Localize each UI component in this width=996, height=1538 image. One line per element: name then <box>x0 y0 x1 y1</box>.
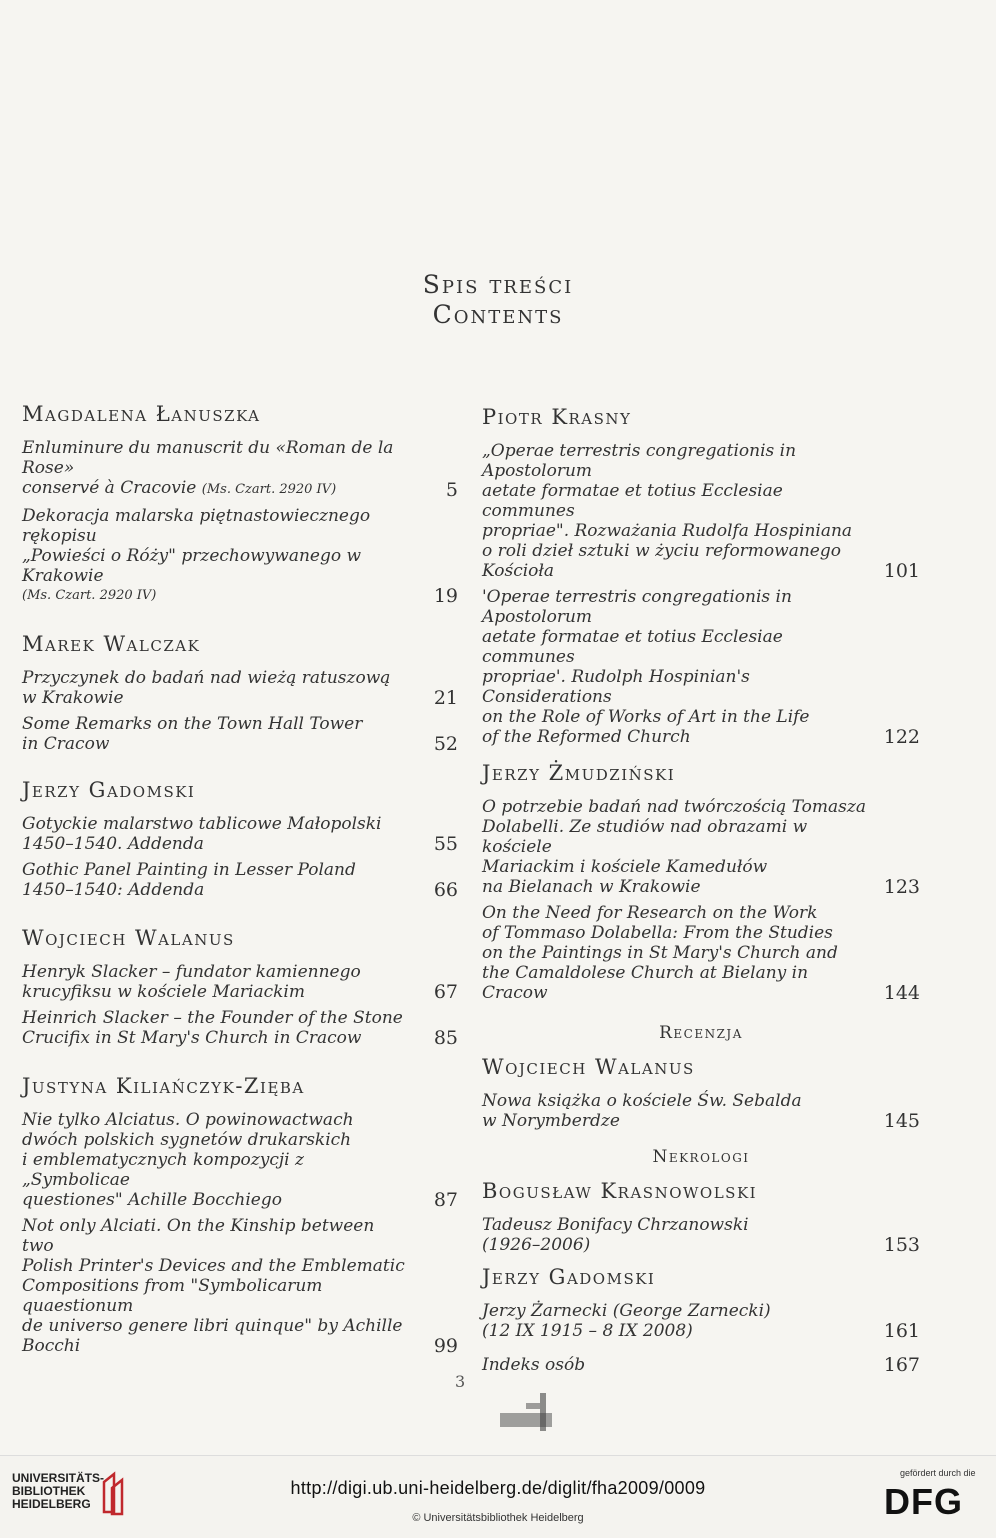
toc-entry <box>482 1355 920 1375</box>
entry-title-line: Dolabelli. Ze studiów nad obrazami w kościele <box>482 817 808 857</box>
entry-title-line: questiones" Achille Bocchiego <box>22 1190 282 1210</box>
entry-title-line: Henryk Slacker – fundator kamiennego <box>22 962 361 982</box>
entry-title-line: Heinrich Slacker – the Founder of the Stone <box>22 1008 403 1028</box>
entry-title-line: Nie tylko Alciatus. O powinowactwach <box>22 1110 354 1130</box>
page-ref: 5 <box>445 479 458 501</box>
entry-title-line: Bocchi <box>22 1336 81 1356</box>
toc-entry <box>22 1216 458 1356</box>
digitization-footer <box>0 1455 996 1538</box>
entry-title-line: Gothic Panel Painting in Lesser Poland <box>22 860 356 880</box>
toc-entry <box>482 903 920 1003</box>
toc-section <box>482 1147 920 1255</box>
toc-entry <box>22 714 458 754</box>
entry-title-line: w Norymberdze <box>482 1111 620 1131</box>
entry-title-line: „Powieści o Róży" przechowywanego w Krakowie <box>22 546 362 586</box>
entry-title-line: de universo genere libri quinque" by Achille <box>22 1316 403 1336</box>
toc-section <box>22 632 458 754</box>
toc-entry <box>482 1215 920 1255</box>
page-ref: 21 <box>433 687 458 709</box>
page-ref: 153 <box>883 1234 920 1256</box>
toc-section <box>482 1355 920 1375</box>
entry-title-line: conservé à Cracovie (Ms. Czart. 2920 IV) <box>22 478 337 498</box>
entry-title-line: „Operae terrestris congregationis in Apostolorum <box>482 441 797 481</box>
library-stamp-mark <box>460 1385 570 1437</box>
entry-title-line: Tadeusz Bonifacy Chrzanowski <box>482 1215 749 1235</box>
copyright-notice: © Universitätsbibliothek Heidelberg <box>412 1512 584 1524</box>
page-ref: 101 <box>883 560 920 582</box>
page-ref: 55 <box>433 833 458 855</box>
entry-title-line: the Camaldolese Church at Bielany in Cracow <box>482 963 809 1003</box>
entry-title-line: Kościoła <box>482 561 555 581</box>
toc-left-column <box>22 402 458 1362</box>
permalink-url[interactable]: http://digi.ub.uni-heidelberg.de/diglit/fha2009/0009 <box>290 1478 706 1498</box>
toc-entry <box>22 506 458 606</box>
toc-entry <box>482 797 920 897</box>
entry-title-line: krucyfiksu w kościele Mariackim <box>22 982 305 1002</box>
author-name: Jerzy Gadomski <box>482 1265 656 1289</box>
toc-entry <box>22 962 458 1002</box>
entry-title-line: dwóch polskich sygnetów drukarskich <box>22 1130 352 1150</box>
entry-title-line: Jerzy Żarnecki (George Zarnecki) <box>482 1301 771 1321</box>
entry-title-line: in Cracow <box>22 734 110 754</box>
entry-title-line: Mariackim i kościele Kamedułów <box>482 857 768 877</box>
entry-title-line: na Bielanach w Krakowie <box>482 877 701 897</box>
toc-section <box>482 1023 920 1131</box>
entry-title-line: Crucifix in St Mary's Church in Cracow <box>22 1028 362 1048</box>
shelfmark: (Ms. Czart. 2920 IV) <box>201 482 337 497</box>
toc-entry <box>22 860 458 900</box>
page-ref: 67 <box>433 981 458 1003</box>
page-ref: 99 <box>433 1335 458 1357</box>
page-ref: 19 <box>433 585 458 607</box>
toc-section <box>22 926 458 1048</box>
page-ref: 123 <box>883 876 920 898</box>
section-heading: Nekrologi <box>652 1147 750 1167</box>
dfg-logo: DFG <box>884 1481 963 1522</box>
toc-entry <box>482 587 920 747</box>
toc-entry <box>22 814 458 854</box>
toc-entry <box>22 668 458 708</box>
entry-title-line: Nowa książka o kościele Św. Sebalda <box>482 1091 802 1111</box>
entry-title-line: Not only Alciati. On the Kinship between two <box>22 1216 375 1256</box>
library-name: UNIVERSITÄTS- BIBLIOTHEK HEIDELBERG <box>12 1471 105 1511</box>
entry-title-line: i emblematycznych kompozycji z „Symbolicae <box>22 1150 304 1190</box>
author-name: Wojciech Walanus <box>482 1055 695 1079</box>
page-ref: 52 <box>433 733 458 755</box>
toc-entry <box>22 438 458 500</box>
entry-title-line: Indeks osób <box>482 1355 586 1375</box>
entry-title-line: Polish Printer's Devices and the Emblematic <box>22 1256 405 1276</box>
author-name: Jerzy Żmudziński <box>482 761 676 785</box>
page-ref: 144 <box>883 982 920 1004</box>
entry-title-line: propriae". Rozważania Rudolfa Hospiniana <box>482 521 853 541</box>
entry-title-line: propriae'. Rudolph Hospinian's Considerations <box>482 667 750 707</box>
section-heading: Recenzja <box>659 1023 743 1043</box>
author-name: Bogusław Krasnowolski <box>482 1179 758 1203</box>
page-ref: 66 <box>433 879 458 901</box>
entry-title-line: O potrzebie badań nad twórczością Tomasza <box>482 797 866 817</box>
entry-title-line: o roli dzieł sztuki w życiu reformowanego <box>482 541 841 561</box>
entry-title-line: Dekoracja malarska piętnastowiecznego rękopisu <box>22 506 371 546</box>
entry-title-line: Some Remarks on the Town Hall Tower <box>22 714 363 734</box>
title-english: Contents <box>432 300 564 329</box>
entry-title-line: aetate formatae et totius Ecclesiae communes <box>482 627 783 667</box>
entry-title-line: Compositions from "Symbolicarum quaestionum <box>22 1276 323 1316</box>
page-ref: 87 <box>433 1189 458 1211</box>
page-ref: 85 <box>433 1027 458 1049</box>
entry-title-line: aetate formatae et totius Ecclesiae communes <box>482 481 783 521</box>
entry-title-line: Przyczynek do badań nad wieżą ratuszową <box>22 668 391 688</box>
entry-title-line: On the Need for Research on the Work <box>482 903 818 923</box>
author-name: Magdalena Łanuszka <box>22 402 261 426</box>
toc-entry <box>482 1091 920 1131</box>
entry-title-line: Enluminure du manuscrit du «Roman de la Rose» <box>22 438 394 478</box>
toc-section <box>482 405 920 747</box>
toc-section <box>22 1074 458 1356</box>
author-name: Marek Walczak <box>22 632 201 656</box>
toc-right-column <box>482 405 920 1381</box>
entry-title-line: 1450–1540. Addenda <box>22 834 204 854</box>
toc-section <box>22 402 458 606</box>
page-ref: 145 <box>883 1110 920 1132</box>
entry-title-line: Gotyckie malarstwo tablicowe Małopolski <box>22 814 382 834</box>
author-name: Piotr Krasny <box>482 405 632 429</box>
toc-entry <box>482 441 920 581</box>
toc-section <box>482 1265 920 1341</box>
toc-entry <box>482 1301 920 1341</box>
entry-title-line: on the Paintings in St Mary's Church and <box>482 943 838 963</box>
toc-section <box>482 761 920 1003</box>
toc-entry <box>22 1110 458 1210</box>
entry-title-line: 'Operae terrestris congregationis in Apostolorum <box>482 587 792 627</box>
author-name: Jerzy Gadomski <box>22 778 196 802</box>
entry-title-line: of the Reformed Church <box>482 727 691 747</box>
entry-title-line: on the Role of Works of Art in the Life <box>482 707 810 727</box>
page-ref: 122 <box>883 726 920 748</box>
entry-title-line: of Tommaso Dolabella: From the Studies <box>482 923 833 943</box>
entry-title-line: (1926–2006) <box>482 1235 591 1255</box>
title-polish: Spis treści <box>422 270 574 299</box>
shelfmark: (Ms. Czart. 2920 IV) <box>22 588 157 603</box>
toc-entry <box>22 1008 458 1048</box>
page-number: 3 <box>455 1372 466 1391</box>
page-ref: 161 <box>883 1320 920 1342</box>
toc-section <box>22 778 458 900</box>
funding-caption: gefördert durch die <box>900 1468 976 1478</box>
entry-title-line: (12 IX 1915 – 8 IX 2008) <box>482 1321 693 1341</box>
entry-title-line: 1450–1540: Addenda <box>22 880 205 900</box>
author-name: Justyna Kiliańczyk-Zięba <box>22 1074 305 1098</box>
entry-title-line: w Krakowie <box>22 688 124 708</box>
page-ref: 167 <box>883 1354 920 1376</box>
contents-heading <box>0 270 996 330</box>
author-name: Wojciech Walanus <box>22 926 235 950</box>
